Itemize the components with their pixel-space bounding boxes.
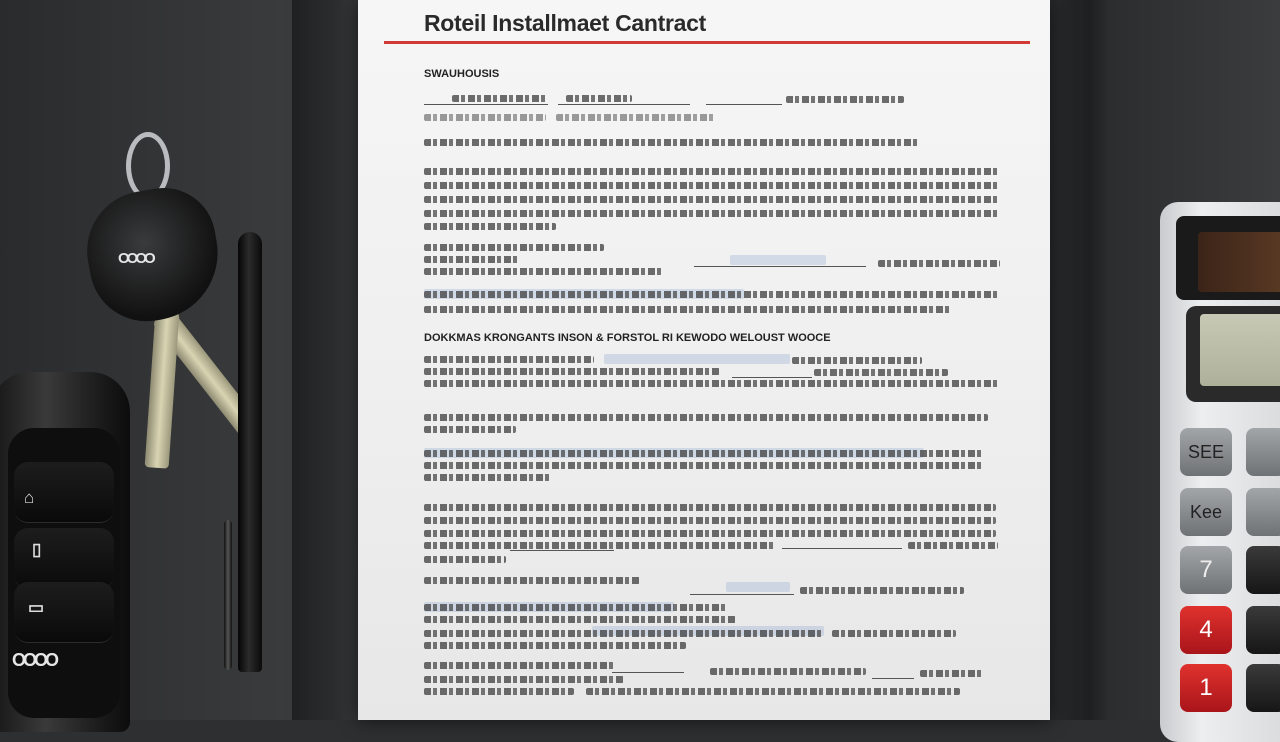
title-underline [384,41,1030,44]
pen-icon [238,232,262,672]
text-line [424,268,662,275]
text-line [424,630,824,637]
text-line [424,577,640,584]
section-heading: SWAUHOUSIS [424,68,500,80]
folder-edge [1048,0,1108,720]
text-line [814,369,948,376]
form-blank [706,104,782,105]
text-line [424,688,574,695]
highlight [604,354,790,364]
form-blank [690,594,794,595]
form-blank [782,548,902,549]
calculator-key [1246,546,1280,594]
highlight [726,582,790,592]
trunk-icon: ▯ [32,540,42,559]
solar-panel [1198,232,1280,292]
text-line [424,196,1000,203]
text-line [424,542,776,549]
text-line [424,368,720,375]
form-blank [612,672,684,673]
text-line [452,95,548,102]
form-blank [424,104,548,105]
folder-edge [292,0,362,720]
text-line [424,662,614,669]
text-line [832,630,956,637]
text-line [424,642,686,649]
text-line [424,604,728,611]
text-line [424,426,516,433]
calculator-key: 4 [1180,606,1232,654]
fob-button [14,528,114,589]
text-line [424,244,604,251]
text-line [556,114,716,121]
form-blank [694,266,866,267]
brand-logo-icon: OOOO [12,650,57,670]
text-line [424,530,996,537]
calculator-key: 7 [1180,546,1232,594]
calculator-key: Kee [1180,488,1232,536]
text-line [424,168,1000,175]
calculator-display [1200,314,1280,386]
text-line [710,668,866,675]
document-title: Roteil Installmaet Cantract [424,10,707,36]
text-line [424,556,506,563]
text-line [424,223,556,230]
text-line [920,670,984,677]
lock-icon: ▭ [28,598,45,617]
text-line [424,517,996,524]
form-blank [872,678,914,679]
text-line [800,587,964,594]
highlight [730,255,826,265]
text-line [586,688,960,695]
calculator-key [1246,488,1280,536]
form-blank [732,377,812,378]
pen-clip-icon [224,520,232,670]
text-line [424,356,594,363]
text-line [424,676,624,683]
calculator-key: 1 [1180,664,1232,712]
car-icon: ⌂ [24,488,35,507]
text-line [908,542,998,549]
calculator-key [1246,428,1280,476]
text-line [786,96,904,103]
section-heading: DOKKMAS KRONGANTS INSON & FORSTOL RI KEWODO WELOUST WOOCE [424,332,831,344]
text-line [424,616,736,623]
text-line [424,504,996,511]
text-line [424,380,1000,387]
calculator-key [1246,606,1280,654]
text-line [424,414,988,421]
text-line [792,357,922,364]
text-line [424,291,1000,298]
text-line [424,114,546,121]
form-blank [558,104,690,105]
calculator-key: SEE [1180,428,1232,476]
text-line [424,182,1000,189]
text-line [424,139,920,146]
text-line [424,450,984,457]
text-line [878,260,1000,267]
brand-logo-icon: OOOO [118,250,153,267]
text-line [424,306,952,313]
form-blank [510,550,614,551]
text-line [424,210,1000,217]
calculator-key [1246,664,1280,712]
text-line [424,462,984,469]
text-line [566,95,632,102]
text-line [424,474,550,481]
text-line [424,256,520,263]
